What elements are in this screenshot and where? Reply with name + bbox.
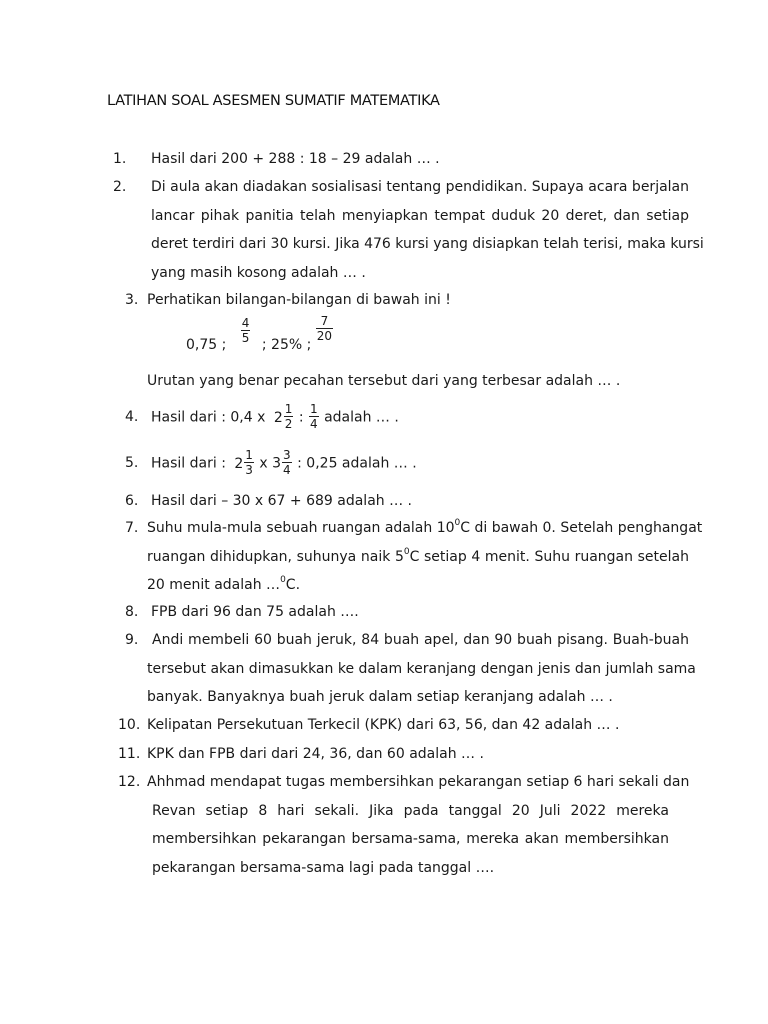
question-number: 4. xyxy=(125,409,139,425)
question-number: 10. xyxy=(118,717,141,733)
question-text: Hasil dari 200 + 288 : 18 – 29 adalah … . xyxy=(151,151,440,167)
question-text-line: ruangan dihidupkan, suhunya naik $5^0C$ setiap 4 menit. Suhu ruangan setelah xyxy=(147,546,689,565)
question-text: Perhatikan bilangan-bilangan di bawah ini ! xyxy=(147,292,451,308)
question-text-line: Revan setiap 8 hari sekali. Jika pada tanggal 20 Juli 2022 mereka xyxy=(152,802,669,819)
fraction: $\frac{1}{3}$ xyxy=(245,448,253,477)
question-text: KPK dan FPB dari dari 24, 36, dan 60 adalah … . xyxy=(147,746,484,762)
question-number: 11. xyxy=(118,746,141,762)
question-number: 5. xyxy=(125,455,139,471)
question-number: 1. xyxy=(113,151,127,167)
question-number: 9. xyxy=(125,632,139,648)
question-number: 6. xyxy=(125,493,139,509)
number-percent: ; 25% ; xyxy=(261,336,312,353)
question-text-line: Ahhmad mendapat tugas membersihkan pekarangan setiap 6 hari sekali dan xyxy=(147,774,690,790)
document-page: LATIHAN SOAL ASESMEN SUMATIF MATEMATIKA 1. Hasil dari 200 + 288 : 18 – 29 adalah … . 2. Di aula akan diadakan sosialisasi tentang pendidikan. Supaya acara berjalan lancar pihak panitia telah menyiapkan tempat duduk 20 deret, dan setiap deret terdiri dari 30 kursi. Jika 476 kursi yang disiapkan telah terisi, maka kursi yang masih kosong adalah … . 3. Perhatikan bilangan-bilangan di bawah ini ! 0,75 ; $\frac{4}{5}$ ; 25% ; $\frac{7}{20}$ Urutan yang benar pecahan tersebut dari yang terbesar adalah … . 4. Hasil dari : 0,4 x 2 $\frac{1}{2}$ : $\frac{1}{4}$ adalah … . 5. Hasil dari : 2 $\frac{1}{3}$ x 3 $\frac{3}{4}$ : 0,25 adalah … . 6. Hasil dari – 30 x 67 + 689 adalah … . 7. Suhu mula-mula sebuah ruangan adalah $10^0C$ di bawah 0. Setelah penghangat ruangan dihidupkan, suhunya naik $5^0C$ setiap 4 menit. Suhu ruangan setelah 20 menit adalah …$^0$C. 8. FPB dari 96 dan 75 adalah …. 9. Andi membeli 60 buah jeruk, 84 buah apel, dan 90 buah pisang. Buah-buah tersebut akan dimasukkan ke dalam keranjang dengan jenis dan jumlah sama banyak. Banyaknya buah jeruk dalam setiap keranjang adalah … . 10. Kelipatan Persekutuan Terkecil (KPK) dari 63, 56, dan 42 adalah … . 11. KPK dan FPB dari dari 24, 36, dan 60 adalah … . 12. Ahhmad mendapat tugas membersihkan pekarangan setiap 6 hari sekali dan Revan setiap 8 hari sekali. Jika pada tanggal 20 Juli 2022 mereka membersihkan pekarangan bersama-sama, mereka akan membersihkan pekarangan bersama-sama lagi pada tanggal …. xyxy=(0,0,768,1024)
number-decimal: 0,75 ; xyxy=(186,336,227,353)
page-title: LATIHAN SOAL ASESMEN SUMATIF MATEMATIKA xyxy=(107,93,440,109)
question-text-line: membersihkan pekarangan bersama-sama, mereka akan membersihkan xyxy=(152,831,669,847)
question-text-line: deret terdiri dari 30 kursi. Jika 476 kursi yang disiapkan telah terisi, maka kursi xyxy=(151,236,704,252)
question-text: FPB dari 96 dan 75 adalah …. xyxy=(151,604,359,620)
question-number: 8. xyxy=(125,604,139,620)
fraction-7-20: $\frac{7}{20}$ xyxy=(316,314,333,343)
fraction: $\frac{3}{4}$ xyxy=(283,448,291,477)
question-number: 2. xyxy=(113,179,127,195)
question-text-line: Andi membeli 60 buah jeruk, 84 buah apel, dan 90 buah pisang. Buah-buah xyxy=(152,632,689,648)
fraction: $\frac{1}{4}$ xyxy=(310,402,318,431)
question-3-followup: Urutan yang benar pecahan tersebut dari yang terbesar adalah … . xyxy=(147,373,621,389)
fraction-4-5: $\frac{4}{5}$ xyxy=(241,316,250,345)
question-text-line: tersebut akan dimasukkan ke dalam keranjang dengan jenis dan jumlah sama xyxy=(147,660,696,677)
question-text-line: Di aula akan diadakan sosialisasi tentang pendidikan. Supaya acara berjalan xyxy=(151,179,689,195)
question-text-line: lancar pihak panitia telah menyiapkan tempat duduk 20 deret, dan setiap xyxy=(151,207,689,224)
question-number: 12. xyxy=(118,774,141,790)
number-list xyxy=(186,314,334,353)
question-number: 3. xyxy=(125,292,139,308)
question-text-line: Suhu mula-mula sebuah ruangan adalah $10^0C$ di bawah 0. Setelah penghangat xyxy=(147,518,703,536)
question-number: 7. xyxy=(125,520,139,536)
question-text-line: pekarangan bersama-sama lagi pada tanggal …. xyxy=(152,859,495,876)
question-text: Kelipatan Persekutuan Terkecil (KPK) dari 63, 56, dan 42 adalah … . xyxy=(147,717,620,733)
question-text-line: yang masih kosong adalah … . xyxy=(151,264,366,281)
question-text-line: 20 menit adalah …$^0$C. xyxy=(147,575,301,593)
fraction: $\frac{1}{2}$ xyxy=(284,402,293,431)
question-text: Hasil dari – 30 x 67 + 689 adalah … . xyxy=(151,493,412,509)
question-text-line: banyak. Banyaknya buah jeruk dalam setiap keranjang adalah … . xyxy=(147,689,613,705)
